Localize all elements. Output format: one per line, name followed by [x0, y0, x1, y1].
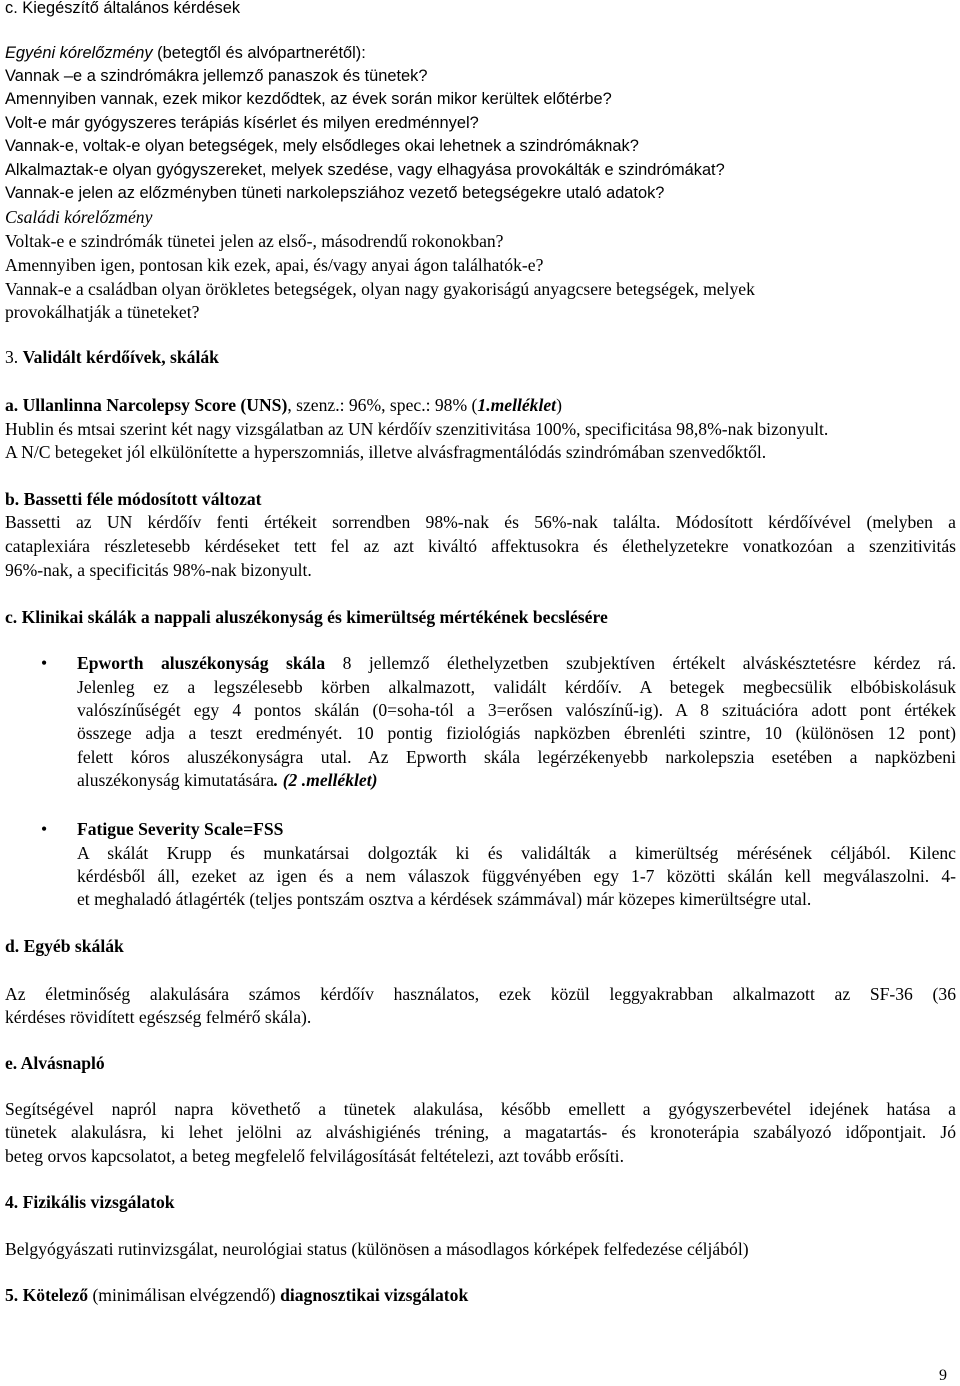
other-scales-heading-line — [5, 935, 124, 957]
physical-text: Belgyógyászati rutinvizsgálat, neurológiai status (különösen a másodlagos kórképek felfedezése céljából) — [5, 1239, 749, 1259]
physical-heading-line — [5, 1191, 175, 1213]
mandatory-bold1: Kötelező — [22, 1285, 89, 1305]
personal-history-line: Amennyiben vannak, ezek mikor kezdődtek, az évek során mikor kerültek előtérbe? — [5, 90, 612, 108]
epworth-ref: . (2 .melléklet) — [273, 770, 378, 790]
epworth-first-line — [77, 652, 956, 674]
bassetti-heading-line — [5, 488, 262, 510]
section-3-number: 3. — [5, 347, 23, 367]
personal-history-line: Alkalmaztak-e olyan gyógyszereket, melyek szedése, vagy elhagyása provokálták e szindrómákat? — [5, 161, 725, 179]
fss-line: kérdésből áll, ezeket az igen és a nem válaszok függvényében egy 1-7 közötti skálán kell megválaszolni. 4- — [77, 866, 956, 886]
bassetti-line: 96%-nak, a specificitás 98%-nak bizonyult. — [5, 560, 312, 580]
family-history-line: Amennyiben igen, pontosan kik ezek, apai, és/vagy anyai ágon találhatók-e? — [5, 255, 544, 275]
personal-history-line: Volt-e már gyógyszeres terápiás kísérlet és milyen eredménnyel? — [5, 114, 479, 132]
fss-line: A skálát Krupp és munkatársai dolgozták ki és validálták a kimerültség mérésének céljából. Kilenc — [77, 843, 956, 863]
personal-history-line: Vannak-e jelen az előzményben tüneti narkolepsziához vezető betegségekre utaló adatok? — [5, 184, 665, 202]
bassetti-line: Bassetti az UN kérdőív fenti értékeit sorrendben 98%-nak és 56%-nak találta. Módosított kérdőívével (melyben a — [5, 512, 956, 532]
epworth-last-line — [77, 769, 377, 791]
family-history-title: Családi kórelőzmény — [5, 207, 153, 227]
bullet-icon: • — [41, 653, 48, 673]
fss-title-line — [77, 818, 283, 840]
section-3-title: Validált kérdőívek, skálák — [22, 347, 219, 367]
bullet-icon: • — [41, 819, 48, 839]
sleep-diary-heading: e. Alvásnapló — [5, 1053, 105, 1073]
sleep-diary-line: Segítségével napról napra követhető a tünetek alakulása, később emellett a gyógyszerbevétel idejének hatása a — [5, 1099, 956, 1119]
epworth-line: valószínűségét egy 4 pontos skálán (0=soha-tól a 3=erősen valószínű-ig). A 8 szituációra adott pont értékek — [77, 700, 956, 720]
sleep-diary-line: beteg orvos kapcsolatot, a beteg megfelelő felvilágosítását feltételezi, azt tovább erősíti. — [5, 1146, 624, 1166]
fss-line: et meghaladó átlagérték (teljes pontszám osztva a kérdések számmával) már közepes kimerültségre utal. — [77, 889, 812, 909]
uns-line: Hublin és mtsai szerint két nagy vizsgálatban az UN kérdőív szenzitivitása 100%, specificitása 98,8%-nak bizonyult. — [5, 419, 829, 439]
family-history-line: Voltak-e e szindrómák tünetei jelen az első-, másodrendű rokonokban? — [5, 231, 504, 251]
uns-heading-ref: 1.melléklet — [477, 395, 557, 415]
uns-heading — [5, 394, 562, 416]
bassetti-heading: b. Bassetti féle módosított változat — [5, 489, 262, 509]
personal-history-title-line — [5, 42, 366, 64]
uns-heading-mid: , szenz.: 96%, spec.: 98% ( — [287, 395, 478, 415]
uns-line: A N/C betegeket jól elkülönítette a hyperszomniás, illetve alvásfragmentálódás szindrómában szenvedőktől. — [5, 442, 767, 462]
uns-heading-bold: a. Ullanlinna Narcolepsy Score (UNS) — [5, 395, 288, 415]
clinical-heading-line — [5, 606, 608, 628]
epworth-line: felett kóros aluszékonyságra utal. Az Epworth skála legérzékenyebb narkolepszia esetében a napközbeni — [77, 747, 956, 767]
other-scales-line: kérdéses rövidített egészség felmérő skála). — [5, 1007, 312, 1027]
family-history-title-line — [5, 206, 152, 228]
personal-history-title: Egyéni kórelőzmény — [5, 44, 153, 62]
mandatory-heading — [5, 1284, 468, 1306]
mandatory-bold2: diagnosztikai vizsgálatok — [280, 1285, 469, 1305]
fss-title: Fatigue Severity Scale=FSS — [77, 819, 284, 839]
family-history-line: Vannak-e a családban olyan örökletes betegségek, olyan nagy gyakoriságú anyagcsere betegségek, melyek — [5, 279, 755, 299]
clinical-heading: c. Klinikai skálák a nappali aluszékonyság és kimerültség mértékének becslésére — [5, 607, 608, 627]
other-scales-heading: d. Egyéb skálák — [5, 936, 124, 956]
sleep-diary-heading-line — [5, 1052, 105, 1074]
mandatory-number: 5. — [5, 1285, 23, 1305]
epworth-line: Jelenleg ez a legszélesebb körben alkalmazott, validált kérdőív. A betegek megbecsülik elbóbiskolásuk — [77, 677, 956, 697]
bassetti-line: cataplexiára részletesebb kérdéseket tett fel az azt kiváltó affektusokra és élethelyzetekre vonatkozóan a szenzitivitás — [5, 536, 956, 556]
personal-history-line: Vannak –e a szindrómákra jellemző panaszok és tünetek? — [5, 67, 428, 85]
personal-history-title-suffix: (betegtől és alvópartnerétől): — [152, 44, 366, 62]
page-number: 9 — [939, 1367, 947, 1384]
mandatory-middle: (minimálisan elvégzendő) — [88, 1285, 281, 1305]
section-3-heading — [5, 346, 219, 368]
epworth-line: összege adja a teszt eredményét. 10 pontig fiziológiás napközben ébrenléti szintre, 10 (különösen 12 pont) — [77, 723, 956, 743]
sleep-diary-line: tünetek alakulásra, ki lehet jelölni az alváshigiénés tréning, a magatartás- és kronoterápia szabályozó időpontjait. Jó — [5, 1122, 956, 1142]
section-c-heading: c. Kiegészítő általános kérdések — [5, 0, 241, 17]
personal-history-line: Vannak-e, voltak-e olyan betegségek, mely elsődleges okai lehetnek a szindrómáknak? — [5, 137, 639, 155]
epworth-title: Epworth aluszékonyság skála — [77, 653, 326, 673]
uns-heading-end: ) — [556, 395, 562, 415]
epworth-first-rest: 8 jellemző élethelyzetben szubjektíven értékelt alváskésztetésre kérdez rá. — [325, 653, 956, 673]
other-scales-line: Az életminőség alakulására számos kérdőív használatos, ezek közül leggyakrabban alkalmazott az SF-36 (36 — [5, 984, 956, 1004]
family-history-line: provokálhatják a tüneteket? — [5, 302, 200, 322]
epworth-last-text: aluszékonyság kimutatására — [77, 770, 274, 790]
physical-heading: 4. Fizikális vizsgálatok — [5, 1192, 175, 1212]
